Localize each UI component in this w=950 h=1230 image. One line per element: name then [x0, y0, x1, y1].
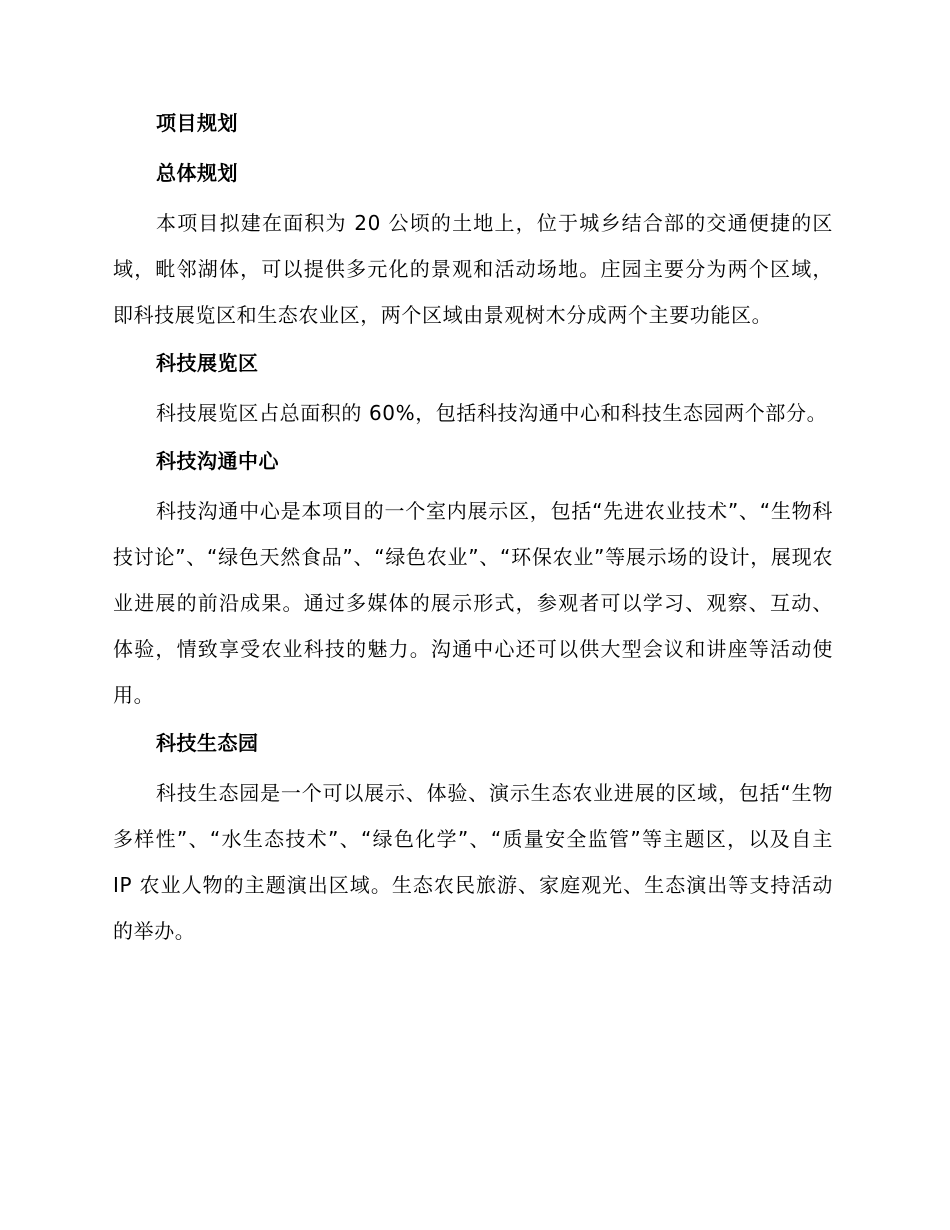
paragraph-overall-planning: 本项目拟建在面积为 20 公顷的土地上，位于城乡结合部的交通便捷的区域，毗邻湖体，可以提供多元化的景观和活动场地。庄园主要分为两个区域，即科技展览区和生态农业区，两个区域由景观树木分成两个主要功能区。 — [113, 211, 833, 327]
section-heading-tech-exhibition-area: 科技展览区 — [156, 351, 259, 375]
paragraph-tech-eco-park: 科技生态园是一个可以展示、体验、演示生态农业进展的区域，包括“生物多样性”、“水生态技术”、“绿色化学”、“质量安全监管”等主题区，以及自主 IP 农业人物的主题演出区域。生态农民旅游、家庭观光、生态演出等支持活动的举办。 — [113, 781, 833, 943]
section-heading-overall-planning: 总体规划 — [156, 161, 238, 185]
document-body — [113, 110, 833, 966]
paragraph-tech-communication-center: 科技沟通中心是本项目的一个室内展示区，包括“先进农业技术”、“生物科技讨论”、“绿色天然食品”、“绿色农业”、“环保农业”等展示场的设计，展现农业进展的前沿成果。通过多媒体的展示形式，参观者可以学习、观察、互动、体验，情致享受农业科技的魅力。沟通中心还可以供大型会议和讲座等活动使用。 — [113, 499, 833, 707]
paragraph-tech-exhibition-area: 科技展览区占总面积的 60%，包括科技沟通中心和科技生态园两个部分。 — [156, 401, 828, 425]
section-heading-tech-communication-center: 科技沟通中心 — [156, 449, 279, 473]
section-heading-project-planning: 项目规划 — [156, 111, 238, 135]
section-heading-tech-eco-park: 科技生态园 — [156, 731, 259, 755]
